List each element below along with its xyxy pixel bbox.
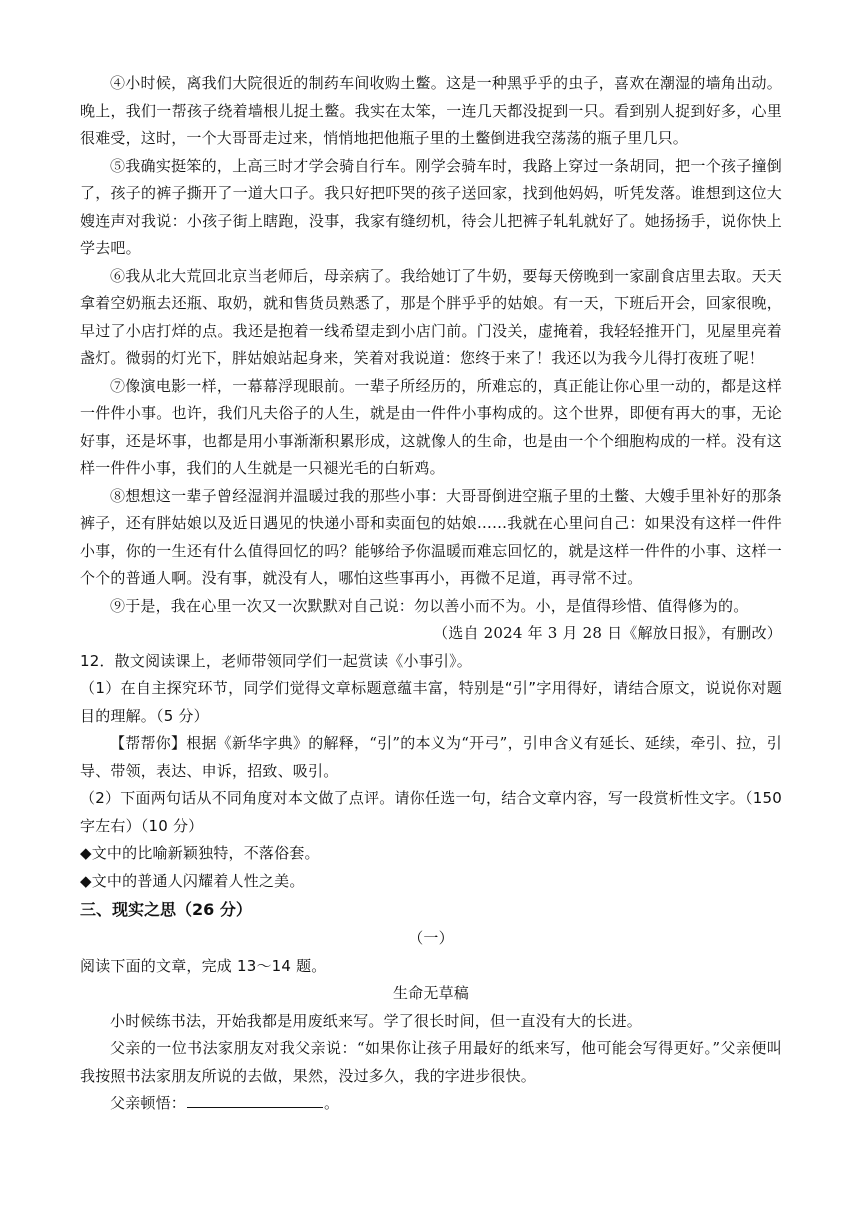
comment-option-1: ◆文中的比喻新颖独特，不落俗套。: [80, 844, 320, 862]
passage-paragraph-5: ⑤我确实挺笨的，上高三时才学会骑自行车。刚学会骑车时，我路上穿过一条胡同，把一个孩子撞倒了，孩子的裤子撕开了一道大口子。我只好把吓哭的孩子送回家，找到他妈妈，听凭发落。谁想到这位大嫂连声对我说：小孩子街上瞎跑，没事，我家有缝纫机，待会儿把裤子轧轧就好了。她扬扬手，说你快上学去吧。: [80, 156, 782, 257]
answer-blank[interactable]: [187, 1093, 323, 1108]
passage-paragraph-4: ④小时候，离我们大院很近的制药车间收购土鳖。这是一种黑乎乎的虫子，喜欢在潮湿的墙角出动。晚上，我们一帮孩子绕着墙根儿捉土鳖。我实在太笨，一连几天都没捉到一只。看到别人捉到好多，心里很难受，这时，一个大哥哥走过来，悄悄地把他瓶子里的土鳖倒进我空荡荡的瓶子里几只。: [80, 74, 782, 147]
article-title: 生命无草稿: [392, 984, 469, 1002]
article-paragraph-1: 小时候练书法，开始我都是用废纸来写。学了很长时间，但一直没有大的长进。: [110, 1011, 643, 1030]
question-12-stem: 12．散文阅读课上，老师带领同学们一起赏读《小事引》。: [80, 651, 472, 670]
passage-paragraph-7: ⑦像演电影一样，一幕幕浮现眼前。一辈子所经历的，所难忘的，真正能让你心里一动的，都是这样一件件小事。也许，我们凡夫俗子的人生，就是由一件件小事构成的。这个世界，即便有再大的事，无论好事，还是坏事，也都是用小事渐渐积累形成，这就像人的生命，也是由一个个细胞构成的一样。没有这样一件件小事，我们的人生就是一只褪光毛的白斩鸡。: [80, 376, 782, 477]
section-heading: 三、现实之思（26 分）: [80, 900, 252, 919]
passage-paragraph-9: ⑨于是，我在心里一次又一次默默对自己说：勿以善小而不为。小，是值得珍惜、值得修为的。: [110, 596, 749, 615]
exam-page: [80, 70, 782, 1118]
fill-in-prefix: 父亲顿悟：: [110, 1094, 187, 1112]
question-12-part-2: （2）下面两句话从不同角度对本文做了点评。请你任选一句，结合文章内容，写一段赏析性文字。（150 字左右）（10 分）: [80, 789, 782, 835]
subsection-label: （一）: [408, 929, 454, 947]
passage-paragraph-6: ⑥我从北大荒回北京当老师后，母亲病了。我给她订了牛奶，要每天傍晚到一家副食店里去取。天天拿着空奶瓶去还瓶、取奶，就和售货员熟悉了，那是个胖乎乎的姑娘。有一天，下班后开会，回家很晚，早过了小店打烊的点。我还是抱着一线希望走到小店门前。门没关，虚掩着，我轻轻推开门，见屋里亮着盏灯。微弱的灯光下，胖姑娘站起身来，笑着对我说道：您终于来了！我还以为我今儿得打夜班了呢！: [80, 266, 782, 367]
reading-instruction: 阅读下面的文章，完成 13～14 题。: [80, 956, 327, 975]
source-citation: （选自 2024 年 3 月 28 日《解放日报》，有删改）: [433, 624, 782, 642]
article-paragraph-3: [80, 1090, 782, 1118]
comment-option-2: ◆文中的普通人闪耀着人性之美。: [80, 871, 305, 890]
fill-in-suffix: 。: [324, 1094, 340, 1112]
help-tip: 【帮帮你】根据《新华字典》的解释，“引”的本义为“开弓”，引申含义有延长、延续，牵引、拉，引导、带领，表达、申诉，招致、吸引。: [80, 734, 782, 780]
passage-paragraph-8: ⑧想想这一辈子曾经湿润并温暖过我的那些小事：大哥哥倒进空瓶子里的土鳖、大嫂手里补好的那条裤子，还有胖姑娘以及近日遇见的快递小哥和卖面包的姑娘……我就在心里问自己：如果没有这样一件件小事，你的一生还有什么值得回忆的吗？能够给予你温暖而难忘回忆的，就是这样一件件的小事、这样一个个的普通人啊。没有事，就没有人，哪怕这些事再小，再微不足道，再寻常不过。: [80, 486, 782, 587]
article-paragraph-2: 父亲的一位书法家朋友对我父亲说：“如果你让孩子用最好的纸来写，他可能会写得更好。”父亲便叫我按照书法家朋友所说的去做，果然，没过多久，我的字进步很快。: [80, 1039, 782, 1085]
question-12-part-1: （1）在自主探究环节，同学们觉得文章标题意蕴丰富，特别是“引”字用得好，请结合原文，说说你对题目的理解。（5 分）: [80, 679, 782, 725]
